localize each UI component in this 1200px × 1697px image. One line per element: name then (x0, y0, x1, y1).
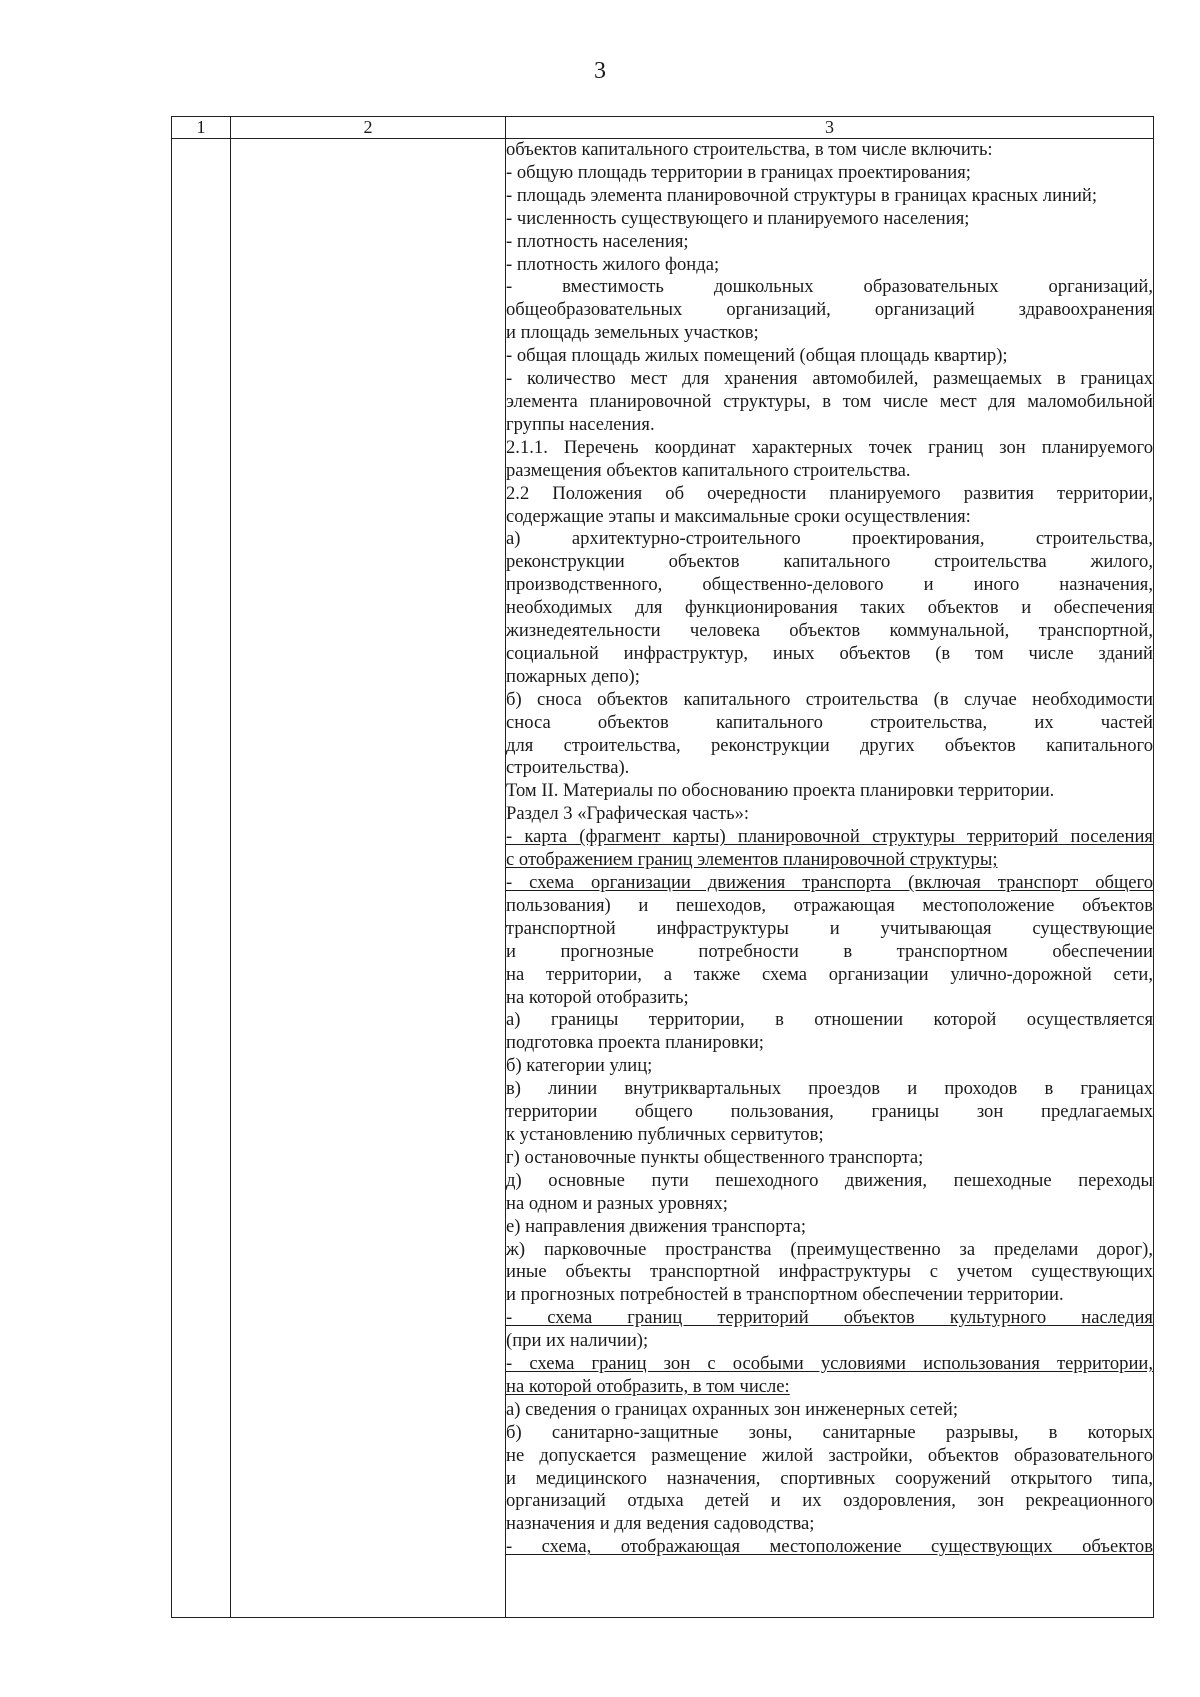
text-line: - вместимость дошкольных образовательных организаций, (506, 276, 1153, 298)
text-line: сноса объектов капитального строительства, их частей (506, 711, 1153, 733)
column-header-2: 2 (231, 117, 506, 139)
text-line: размещения объектов капитального строительства. (506, 459, 911, 481)
text-line: иные объекты транспортной инфраструктуры с учетом существующих (506, 1261, 1153, 1283)
text-line: Том II. Материалы по обоснованию проекта планировки территории. (506, 780, 1055, 802)
text-line: территории общего пользования, границы зон предлагаемых (506, 1101, 1153, 1123)
text-line: не допускается размещение жилой застройки, объектов образовательного (506, 1444, 1153, 1466)
text-line: - плотность жилого фонда; (506, 253, 720, 275)
text-line: социальной инфраструктур, иных объектов (в том числе зданий (506, 642, 1153, 664)
text-line: б) санитарно-защитные зоны, санитарные разрывы, в которых (506, 1421, 1153, 1443)
text-line: подготовка проекта планировки; (506, 1032, 764, 1054)
cell-column-2 (231, 139, 506, 1618)
text-line: объектов капитального строительства, в том числе включить: (506, 139, 993, 160)
text-line: жизнедеятельности человека объектов коммунальной, транспортной, (506, 620, 1153, 642)
text-line: реконструкции объектов капитального строительства жилого, (506, 551, 1153, 573)
cell-text (506, 139, 1153, 1559)
cell-column-3 (506, 139, 1154, 1618)
text-line: г) остановочные пункты общественного транспорта; (506, 1146, 924, 1168)
text-line: к установлению публичных сервитутов; (506, 1123, 824, 1145)
text-line: - количество мест для хранения автомобилей, размещаемых в границах (506, 368, 1153, 390)
text-line: 2.2 Положения об очередности планируемого развития территории, (506, 482, 1153, 504)
text-line: б) категории улиц; (506, 1055, 653, 1077)
cell-column-1 (172, 139, 231, 1618)
text-line: на одном и разных уровнях; (506, 1192, 728, 1214)
text-line: на которой отобразить; (506, 986, 689, 1008)
text-line: назначения и для ведения садоводства; (506, 1513, 815, 1535)
column-header-3: 3 (506, 117, 1154, 139)
table-row (172, 139, 1154, 1618)
text-line: ж) парковочные пространства (преимущественно за пределами дорог), (506, 1238, 1153, 1260)
text-line: е) направления движения транспорта; (506, 1215, 807, 1237)
text-line: на которой отобразить, в том числе: (506, 1375, 790, 1397)
text-line: организаций отдыха детей и их оздоровления, зон рекреационного (506, 1490, 1153, 1512)
text-line: группы населения. (506, 413, 655, 435)
text-line: - карта (фрагмент карты) планировочной структуры территорий поселения (506, 826, 1153, 848)
text-line: содержащие этапы и максимальные сроки осуществления: (506, 505, 971, 527)
text-line: - схема, отображающая местоположение существующих объектов (506, 1536, 1153, 1558)
text-line: пользования) и пешеходов, отражающая местоположение объектов (506, 894, 1153, 916)
text-line: и прогнозные потребности в транспортном обеспечении (506, 940, 1153, 962)
text-line: а) архитектурно-строительного проектирования, строительства, (506, 528, 1153, 550)
text-line: транспортной инфраструктуры и учитывающая существующие (506, 917, 1153, 939)
text-line: для строительства, реконструкции других объектов капитального (506, 734, 1153, 756)
text-line: - схема границ зон с особыми условиями использования территории, (506, 1353, 1153, 1375)
text-line: - площадь элемента планировочной структуры в границах красных линий; (506, 184, 1098, 206)
text-line: строительства). (506, 757, 630, 779)
text-line: и прогнозных потребностей в транспортном обеспечении территории. (506, 1284, 1064, 1306)
text-line: а) сведения о границах охранных зон инженерных сетей; (506, 1398, 959, 1420)
text-line: - численность существующего и планируемого населения; (506, 207, 970, 229)
text-line: и площадь земельных участков; (506, 322, 759, 344)
text-line: б) сноса объектов капитального строительства (в случае необходимости (506, 688, 1153, 710)
column-header-1: 1 (172, 117, 231, 139)
text-line: а) границы территории, в отношении которой осуществляется (506, 1009, 1153, 1031)
text-line: в) линии внутриквартальных проездов и проходов в границах (506, 1078, 1153, 1100)
document-table (171, 116, 1154, 1618)
table-header-row (172, 117, 1154, 139)
text-line: общеобразовательных организаций, организаций здравоохранения (506, 299, 1153, 321)
text-line: - плотность населения; (506, 230, 689, 252)
text-line: на территории, а также схема организации улично-дорожной сети, (506, 963, 1153, 985)
text-line: и медицинского назначения, спортивных сооружений открытого типа, (506, 1467, 1153, 1489)
text-line: - общая площадь жилых помещений (общая площадь квартир); (506, 345, 1008, 367)
text-line: (при их наличии); (506, 1330, 649, 1352)
text-line: 2.1.1. Перечень координат характерных точек границ зон планируемого (506, 436, 1153, 458)
text-line: необходимых для функционирования таких объектов и обеспечения (506, 597, 1153, 619)
text-line: д) основные пути пешеходного движения, пешеходные переходы (506, 1169, 1153, 1191)
text-line: - общую площадь территории в границах проектирования; (506, 161, 971, 183)
text-line: - схема организации движения транспорта (включая транспорт общего (506, 872, 1153, 893)
text-line: - схема границ территорий объектов культурного наследия (506, 1307, 1153, 1329)
text-line: пожарных депо); (506, 665, 640, 687)
text-line: производственного, общественно-делового и иного назначения, (506, 574, 1153, 596)
page-number: 3 (594, 58, 606, 84)
text-line: с отображением границ элементов планировочной структуры; (506, 849, 998, 871)
text-line: элемента планировочной структуры, в том числе мест для маломобильной (506, 390, 1153, 412)
text-line: Раздел 3 «Графическая часть»: (506, 803, 750, 825)
